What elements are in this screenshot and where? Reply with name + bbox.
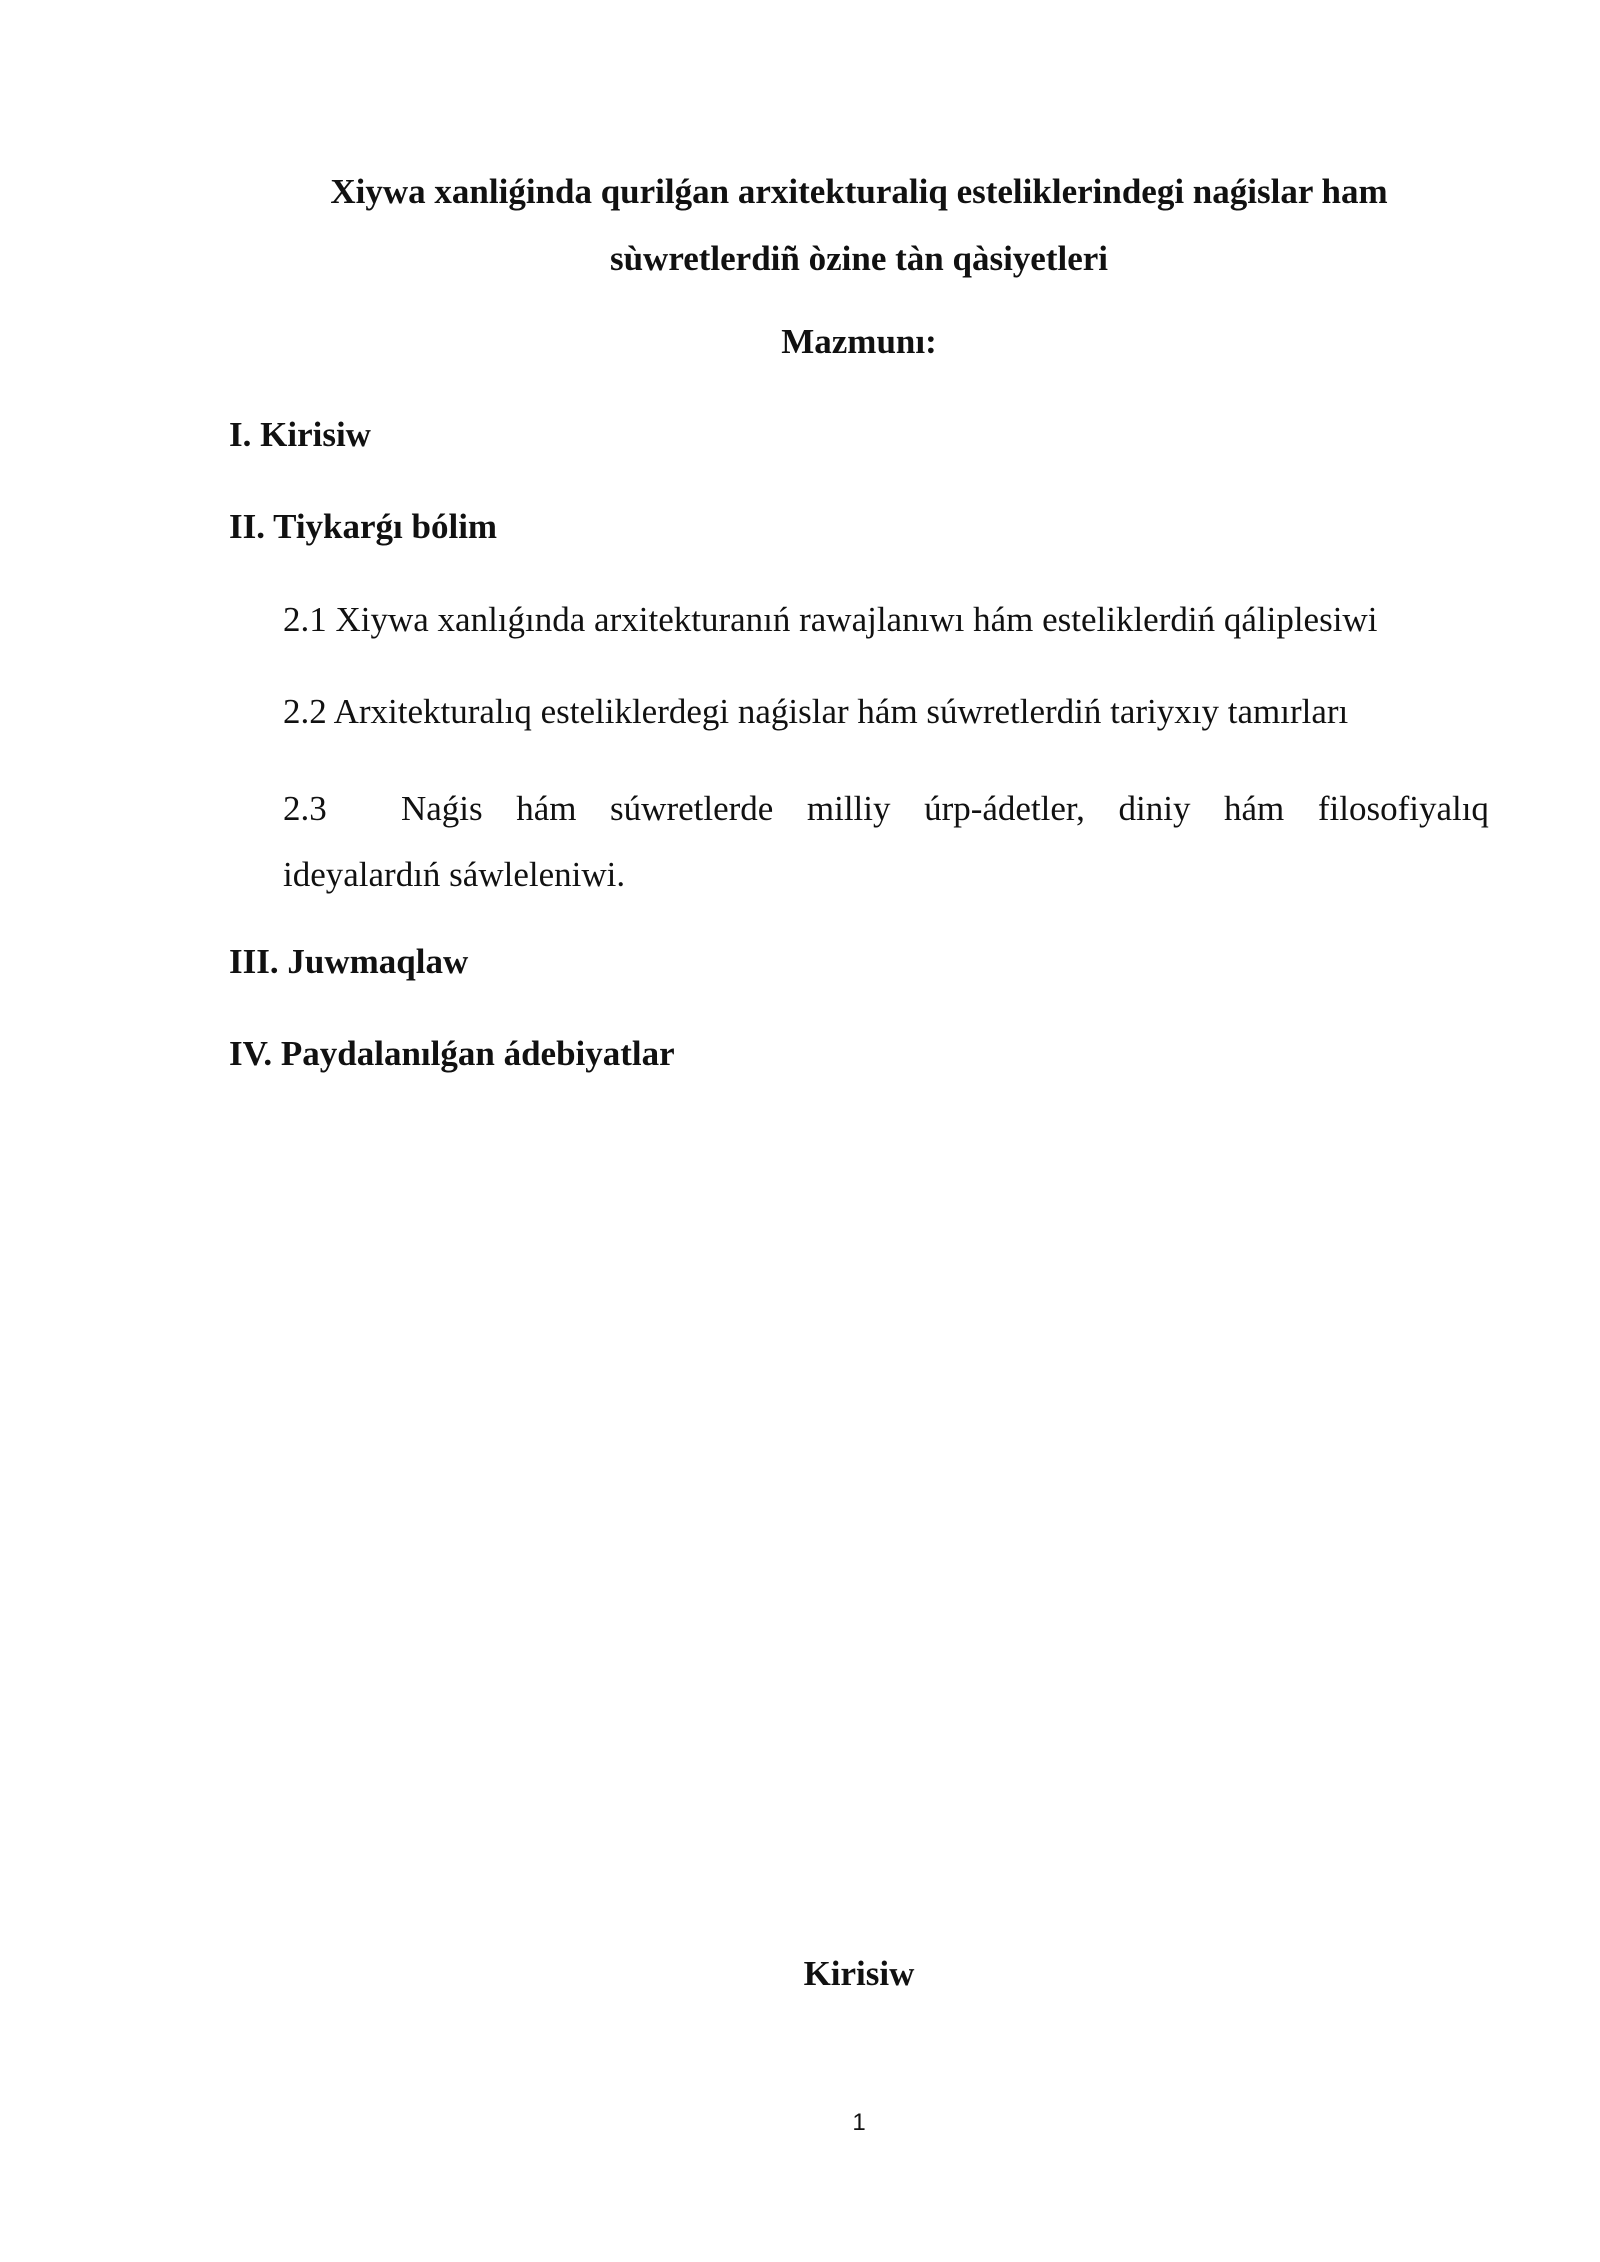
- toc-subitem-2-3: [283, 776, 1489, 908]
- title-line-2: sùwretlerdiñ òzine tàn qàsiyetleri: [609, 239, 1109, 278]
- title-line-1: Xiywa xanliǵinda qurilǵan arxitekturaliq esteliklerindegi naǵislar ham: [330, 172, 1388, 211]
- toc-subitem-2-3-number: 2.3: [283, 789, 327, 828]
- toc-subitem-2-3-line-1: [283, 776, 1489, 842]
- toc-subitem-2-1: 2.1 Xiywa xanlıǵında arxitekturanıń rawajlanıwı hám esteliklerdiń qáliplesiwi: [283, 600, 1378, 639]
- toc-subitem-2-2: 2.2 Arxitekturalıq esteliklerdegi naǵislar hám súwretlerdiń tariyxıy tamırları: [283, 692, 1349, 731]
- toc-word: úrp-ádetler,: [924, 789, 1085, 828]
- toc-subitem-2-3-words: [401, 776, 1489, 842]
- toc-word: súwretlerde: [610, 789, 774, 828]
- contents-heading: Mazmunı:: [781, 322, 937, 361]
- toc-item-main-part: II. Tiykarǵı bólim: [229, 507, 498, 546]
- toc-subitem-2-3-line-2: ideyalardıń sáwleleniwi.: [283, 855, 626, 894]
- toc-word: Naǵis: [401, 789, 483, 828]
- section-heading-introduction: Kirisiw: [803, 1954, 915, 1993]
- toc-word: diniy: [1118, 789, 1191, 828]
- page-number: 1: [852, 2109, 866, 2136]
- toc-item-references: IV. Paydalanılǵan ádebiyatlar: [229, 1034, 675, 1073]
- toc-word: filosofiyalıq: [1317, 789, 1489, 828]
- document-title: [230, 158, 1488, 292]
- toc-item-introduction: I. Kirisiw: [229, 415, 371, 454]
- toc-item-conclusion: III. Juwmaqlaw: [229, 942, 469, 981]
- toc-word: hám: [516, 789, 577, 828]
- toc-word: hám: [1224, 789, 1285, 828]
- toc-word: milliy: [806, 789, 891, 828]
